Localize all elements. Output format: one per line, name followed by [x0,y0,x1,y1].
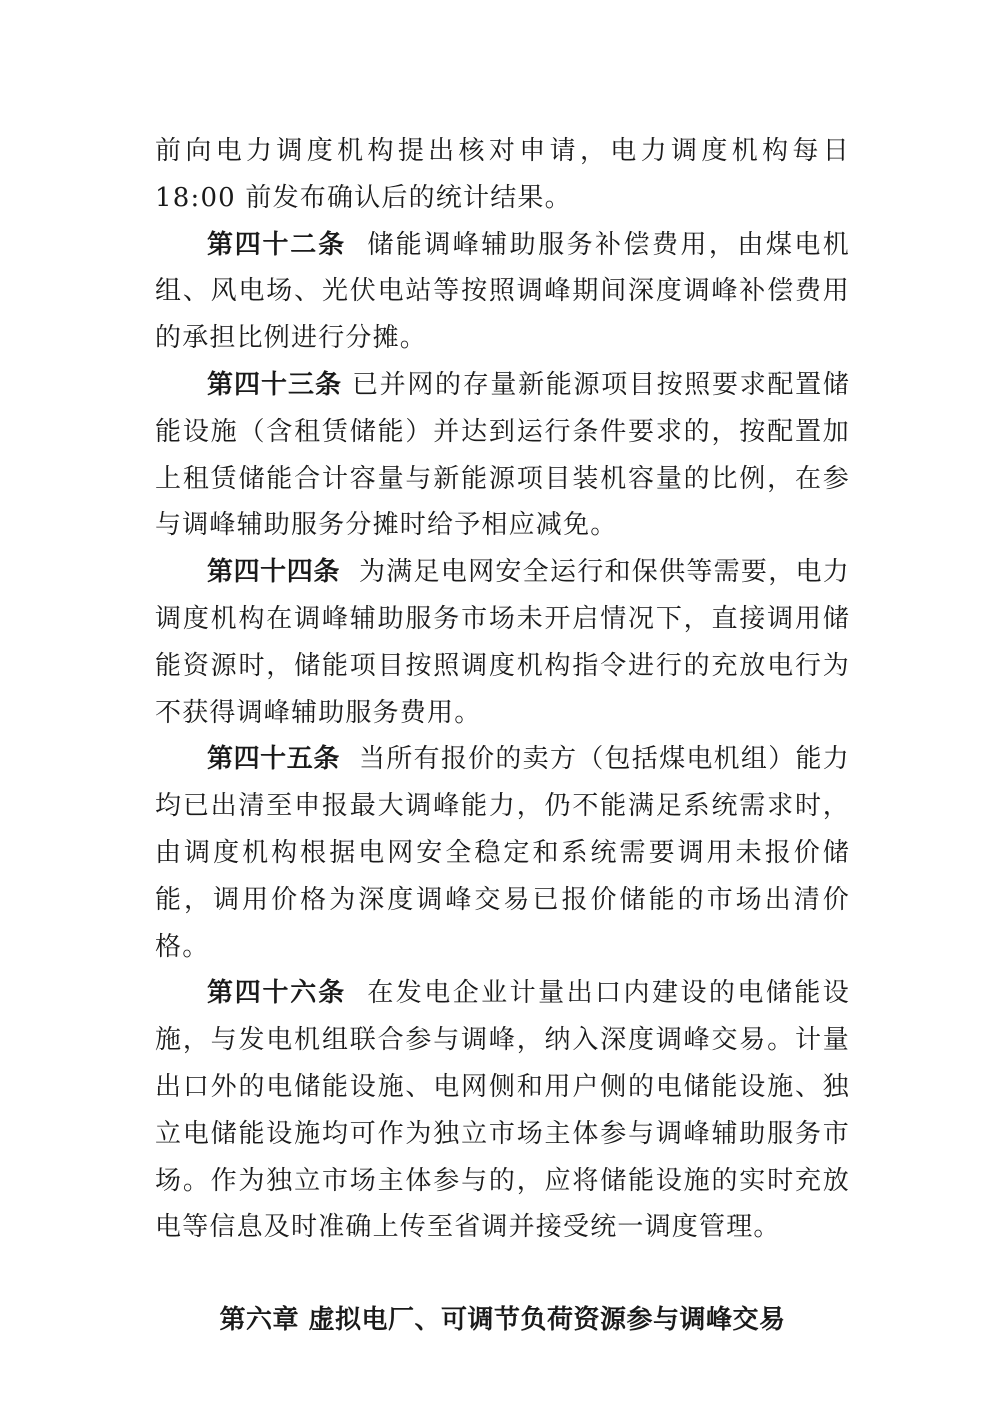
article-43 [155,362,850,549]
article-text: 已并网的存量新能源项目按照要求配置储能设施（含租赁储能）并达到运行条件要求的，按配置加上租赁储能合计容量与新能源项目装机容量的比例，在参与调峰辅助服务分摊时给予相应减免。 [155,369,850,541]
article-42 [155,222,850,362]
article-text: 当所有报价的卖方（包括煤电机组）能力均已出清至申报最大调峰能力，仍不能满足系统需求时，由调度机构根据电网安全稳定和系统需要调用未报价储能，调用价格为深度调峰交易已报价储能的市场出清价格。 [155,744,850,962]
article-number: 第四十二条 [207,229,346,260]
article-text: 在发电企业计量出口内建设的电储能设施，与发电机组联合参与调峰，纳入深度调峰交易。计量出口外的电储能设施、电网侧和用户侧的电储能设施、独立电储能设施均可作为独立市场主体参与调峰辅助服务市场。作为独立市场主体参与的，应将储能设施的实时充放电等信息及时准确上传至省调并接受统一调度管理。 [155,978,850,1243]
article-text: 为满足电网安全运行和保供等需要，电力调度机构在调峰辅助服务市场未开启情况下，直接调用储能资源时，储能项目按照调度机构指令进行的充放电行为不获得调峰辅助服务费用。 [155,557,850,728]
document-page [155,128,850,1343]
continuation-paragraph: 前向电力调度机构提出核对申请，电力调度机构每日 18:00 前发布确认后的统计结果。 [155,136,850,213]
article-44 [155,549,850,736]
article-number: 第四十六条 [207,978,346,1009]
article-number: 第四十三条 [207,369,342,400]
chapter-heading: 第六章 虚拟电厂、可调节负荷资源参与调峰交易 [219,1305,786,1336]
article-text: 储能调峰辅助服务补偿费用，由煤电机组、风电场、光伏电站等按照调峰期间深度调峰补偿费用的承担比例进行分摊。 [155,229,850,354]
article-46 [155,970,850,1251]
article-45 [155,736,850,970]
article-number: 第四十四条 [207,557,340,588]
article-number: 第四十五条 [207,744,340,775]
